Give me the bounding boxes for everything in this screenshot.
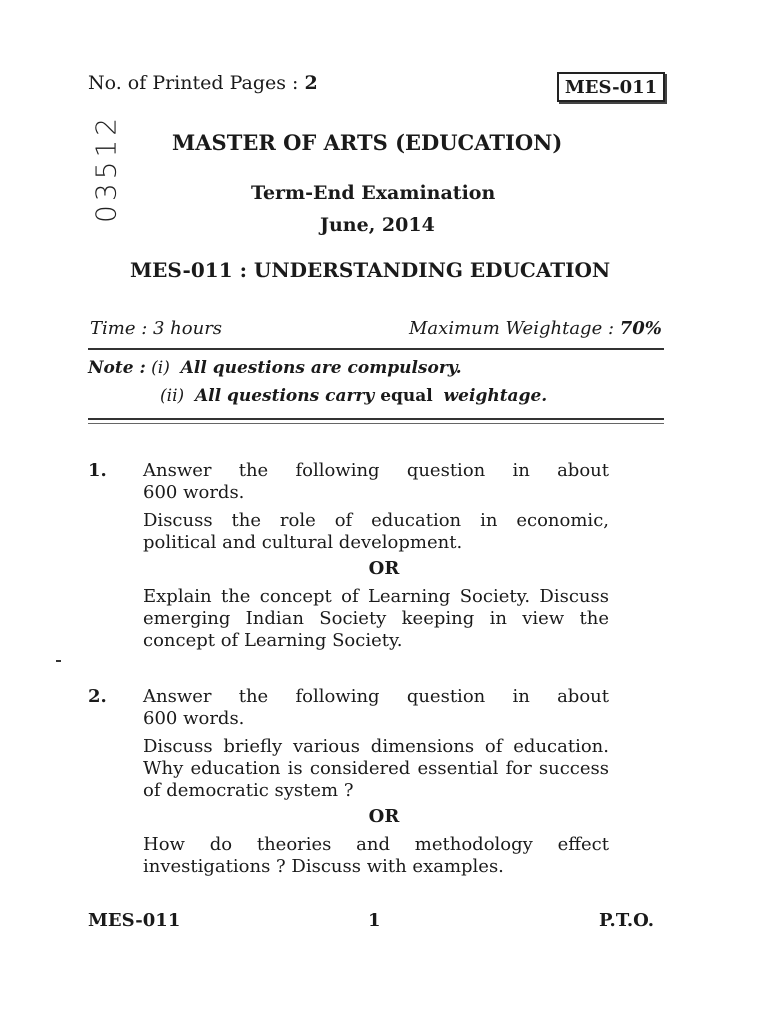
- weightage-label: Maximum Weightage :: [409, 318, 620, 339]
- note-line-2: [160, 386, 547, 406]
- question-instruction: Answer the following question in about: [143, 686, 609, 707]
- session-title: June, 2014: [320, 214, 435, 236]
- note-item2-text-c: weightage.: [443, 386, 548, 406]
- question-text: How do theories and methodology effect: [143, 834, 609, 855]
- paper-title: MES-011 : UNDERSTANDING EDUCATION: [130, 258, 611, 282]
- footer-code: MES-011: [88, 910, 181, 931]
- stray-mark: [56, 660, 61, 662]
- weightage-value: 70%: [619, 318, 662, 339]
- footer-pto: P.T.O.: [599, 910, 655, 931]
- question-text: political and cultural development.: [143, 532, 463, 553]
- weightage-line: [409, 318, 662, 339]
- serial-number: 03512: [89, 113, 123, 223]
- divider: [88, 348, 664, 350]
- note-item1-text-a: All questions are: [180, 358, 348, 378]
- question-number: 1.: [88, 460, 107, 481]
- note-item1-text-b: compulsory.: [347, 358, 462, 378]
- question-text: investigations ? Discuss with examples.: [143, 856, 504, 877]
- footer-page-number: 1: [368, 910, 381, 931]
- note-item2-text-b: equal: [380, 386, 433, 406]
- or-separator: OR: [368, 558, 400, 579]
- double-divider-top: [88, 418, 664, 420]
- question-text: Explain the concept of Learning Society. Discuss: [143, 586, 609, 607]
- exam-title: Term-End Examination: [251, 182, 496, 204]
- question-text: concept of Learning Society.: [143, 630, 403, 651]
- question-text: Discuss the role of education in economic,: [143, 510, 609, 531]
- or-separator: OR: [368, 806, 400, 827]
- question-text: Discuss briefly various dimensions of education.: [143, 736, 609, 757]
- question-instruction: Answer the following question in about: [143, 460, 609, 481]
- note-item1-num: (i): [151, 358, 170, 378]
- course-code-box: MES-011: [557, 72, 665, 102]
- time-line: [90, 318, 222, 339]
- time-label: Time :: [90, 318, 153, 339]
- question-text: of democratic system ?: [143, 780, 354, 801]
- question-instruction: 600 words.: [143, 482, 245, 503]
- printed-pages-value: 2: [304, 72, 318, 94]
- note-label: Note :: [88, 358, 146, 378]
- note-item2-text-a: All questions carry: [194, 386, 381, 406]
- note-line-1: [88, 358, 462, 378]
- time-value: 3 hours: [153, 318, 223, 339]
- printed-pages-label: No. of Printed Pages :: [88, 72, 305, 94]
- programme-title: MASTER OF ARTS (EDUCATION): [172, 130, 563, 155]
- note-item2-num: (ii): [160, 386, 185, 406]
- double-divider-bottom: [88, 423, 664, 424]
- question-number: 2.: [88, 686, 107, 707]
- question-instruction: 600 words.: [143, 708, 245, 729]
- question-text: Why education is considered essential for success: [143, 758, 609, 779]
- printed-pages: [88, 72, 318, 94]
- question-text: emerging Indian Society keeping in view the: [143, 608, 609, 629]
